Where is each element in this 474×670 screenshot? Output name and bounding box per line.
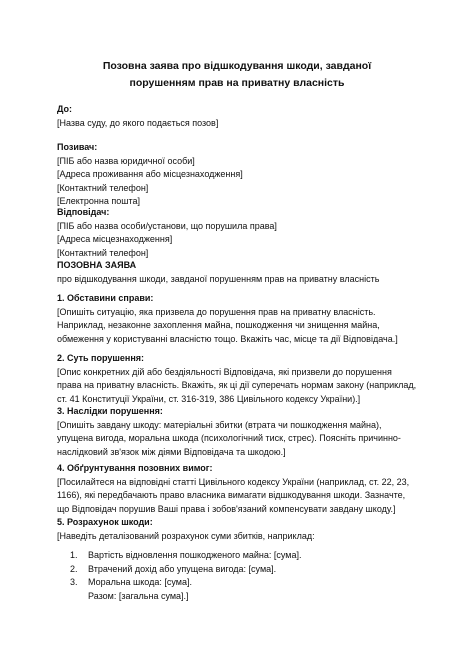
court-heading: До: (57, 104, 73, 114)
list-number: 1. (70, 550, 78, 560)
calculation-total: Разом: [загальна сума].] (88, 590, 189, 601)
section-heading: 4. Обґрунтування позовних вимог: (57, 463, 213, 473)
document-title: Позовна заява про відшкодування шкоди, завданої порушенням прав на приватну власність (102, 60, 372, 89)
section-text: [Опис конкретних дій або бездіяльності Відповідача, які призвели до порушення права на приватну власність. Вкажіть, як ці дії суперечать нормам закону (наприклад, ст. 41 Конституції України, ст. 316-319, 386 Цивільного кодексу України).] (57, 366, 417, 404)
section-heading: 3. Наслідки порушення: (57, 406, 163, 416)
section-text: [Наведіть деталізований розрахунок суми збитків, наприклад: (57, 530, 315, 541)
court-block (57, 103, 417, 130)
section-text: [Посилайтеся на відповідні статті Цивільного кодексу України (наприклад, ст. 22, 23, 1166), які передбачають право власника вимагати відшкодування шкоди. Зазначте, що Відповідач порушив Ваші права і зобов'язаний компенсувати завдану шкоду.] (57, 476, 410, 514)
section-calculation (57, 516, 417, 543)
plaintiff-phone: [Контактний телефон] (57, 182, 149, 193)
section-heading: 5. Розрахунок шкоди: (57, 517, 153, 527)
section-text: [Опишіть ситуацію, яка призвела до порушення прав на приватну власність. Наприклад, незаконне захоплення майна, пошкодження чи знищення майна, обмеження у користуванні власністю тощо. Вкажіть час, місце та дії Відповідача.] (57, 306, 398, 344)
list-text: Втрачений дохід або упущена вигода: [сума]. (88, 563, 277, 574)
list-item (70, 576, 301, 590)
claim-heading: ПОЗОВНА ЗАЯВА (57, 260, 137, 270)
list-text: Моральна шкода: [сума]. (88, 577, 192, 588)
plaintiff-heading: Позивач: (57, 142, 98, 152)
plaintiff-block (57, 141, 417, 209)
defendant-heading: Відповідач: (57, 207, 110, 217)
defendant-name: [ПІБ або назва особи/установи, що порушила права] (57, 220, 277, 231)
list-number: 2. (70, 563, 78, 574)
plaintiff-name: [ПІБ або назва юридичної особи] (57, 155, 195, 166)
section-grounds (57, 462, 417, 516)
calculation-list (70, 549, 301, 603)
defendant-phone: [Контактний телефон] (57, 247, 149, 258)
list-text: Вартість відновлення пошкодженого майна: [сума]. (88, 550, 302, 560)
list-number: 3. (70, 577, 78, 588)
claim-block (57, 259, 417, 286)
list-item (70, 563, 301, 577)
section-violation (57, 352, 417, 406)
plaintiff-address: [Адреса проживання або місцезнаходження] (57, 169, 243, 180)
defendant-address: [Адреса місцезнаходження] (57, 234, 173, 245)
claim-subtitle: про відшкодування шкоди, завданої порушенням прав на приватну власність (57, 273, 380, 284)
section-text: [Опишіть завдану шкоду: матеріальні збитки (втрата чи пошкодження майна), упущена вигода, моральна шкода (психологічний тиск, стрес). Поясніть причинно-наслідковий зв'язок між діями Відповідача та шкодою.] (57, 419, 401, 457)
defendant-block (57, 206, 417, 260)
section-consequences (57, 405, 417, 459)
plaintiff-email: [Електронна пошта] (57, 196, 141, 207)
court-name: [Назва суду, до якого подається позов] (57, 117, 219, 128)
section-heading: 2. Суть порушення: (57, 353, 145, 363)
list-item (70, 549, 301, 563)
section-circumstances (57, 292, 417, 346)
section-heading: 1. Обставини справи: (57, 293, 154, 303)
